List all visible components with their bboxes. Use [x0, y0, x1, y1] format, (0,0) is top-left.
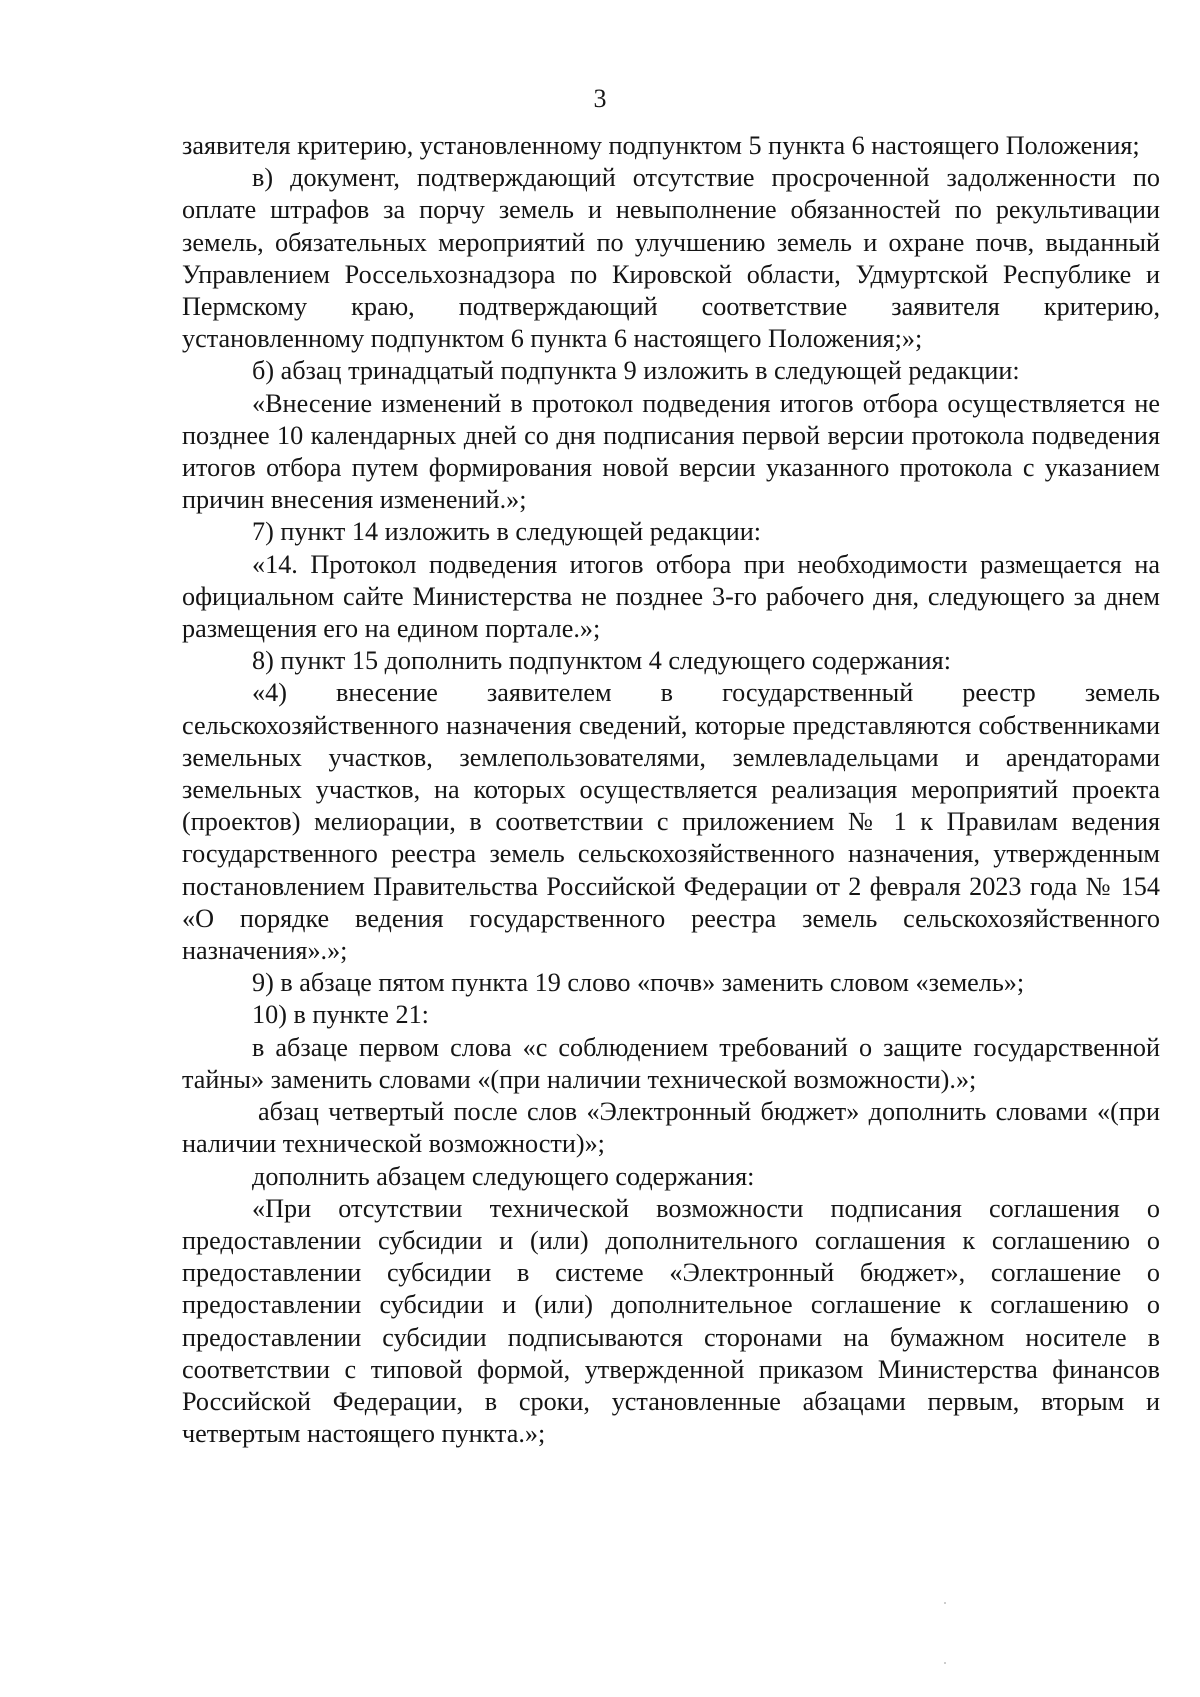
paragraph-item-8: 8) пункт 15 дополнить подпунктом 4 следующего содержания:	[252, 646, 951, 676]
paragraph-add-abzac: дополнить абзацем следующего содержания:	[252, 1161, 755, 1191]
paragraph-item-9: 9) в абзаце пятом пункта 19 слово «почв» заменить словом «земель»;	[252, 968, 1025, 998]
paragraph-fourth-abzac: абзац четвертый после слов «Электронный бюджет» дополнить словами «(при наличии технической возможности)»;	[182, 1097, 1160, 1159]
paragraph-quote-no-tech: «При отсутствии технической возможности подписания соглашения о предоставлении субсидии и (или) дополнительного соглашения к соглашению о предоставлении субсидии в системе «Электронный бюджет», соглашение о предоставлении субсидии и (или) дополнительное соглашение к соглашению о предоставлении субсидии подписываются сторонами на бумажном носителе в соответствии с типовой формой, утвержденной приказом Министерства финансов Российской Федерации, в сроки, установленные абзацами первым, вторым и четвертым настоящего пункта.»;	[182, 1193, 1160, 1449]
paragraph-item-10: 10) в пункте 21:	[252, 1000, 429, 1030]
scan-artifact	[944, 1662, 946, 1664]
paragraph-continuation: заявителя критерию, установленному подпунктом 5 пункта 6 настоящего Положения;	[182, 131, 1140, 160]
scan-artifact	[944, 1602, 946, 1604]
paragraph-item-b: б) абзац тринадцатый подпункта 9 изложить в следующей редакции:	[252, 356, 1020, 386]
paragraph-quote-14: «14. Протокол подведения итогов отбора при необходимости размещается на официальном сайте Министерства не позднее 3-го рабочего дня, следующего за днем размещения его на едином портале.»;	[182, 549, 1160, 644]
page-number: 3	[593, 84, 607, 113]
paragraph-item-v: в) документ, подтверждающий отсутствие просроченной задолженности по оплате штрафов за порчу земель и невыполнение обязанностей по рекультивации земель, обязательных мероприятий по улучшению земель и охране почв, выданный Управлением Россельхознадзора по Кировской области, Удмуртской Республике и Пермскому краю, подтверждающий соответствие заявителя критерию, установленному подпунктом 6 пункта 6 настоящего Положения;»;	[182, 163, 1160, 354]
paragraph-quote-4: «4) внесение заявителем в государственный реестр земель сельскохозяйственного назначения сведений, которые представляются собственниками земельных участков, землепользователями, землевладельцами и арендаторами земельных участков, на которых осуществляется реализация мероприятий проекта (проектов) мелиорации, в соответствии с приложением № 1 к Правилам ведения государственного реестра земель сельскохозяйственного назначения, утвержденным постановлением Правительства Российской Федерации от 2 февраля 2023 года № 154 «О порядке ведения государственного реестра земель сельскохозяйственного назначения».»;	[182, 678, 1160, 966]
paragraph-first-abzac: в абзаце первом слова «с соблюдением требований о защите государственной тайны» заменить словами «(при наличии технической возможности).»;	[182, 1032, 1160, 1094]
paragraph-quote-amendments: «Внесение изменений в протокол подведения итогов отбора осуществляется не позднее 10 календарных дней со дня подписания первой версии протокола подведения итогов отбора путем формирования новой версии указанного протокола с указанием причин внесения изменений.»;	[182, 388, 1160, 515]
document-body	[182, 130, 1160, 1450]
paragraph-item-7: 7) пункт 14 изложить в следующей редакции:	[252, 517, 762, 547]
